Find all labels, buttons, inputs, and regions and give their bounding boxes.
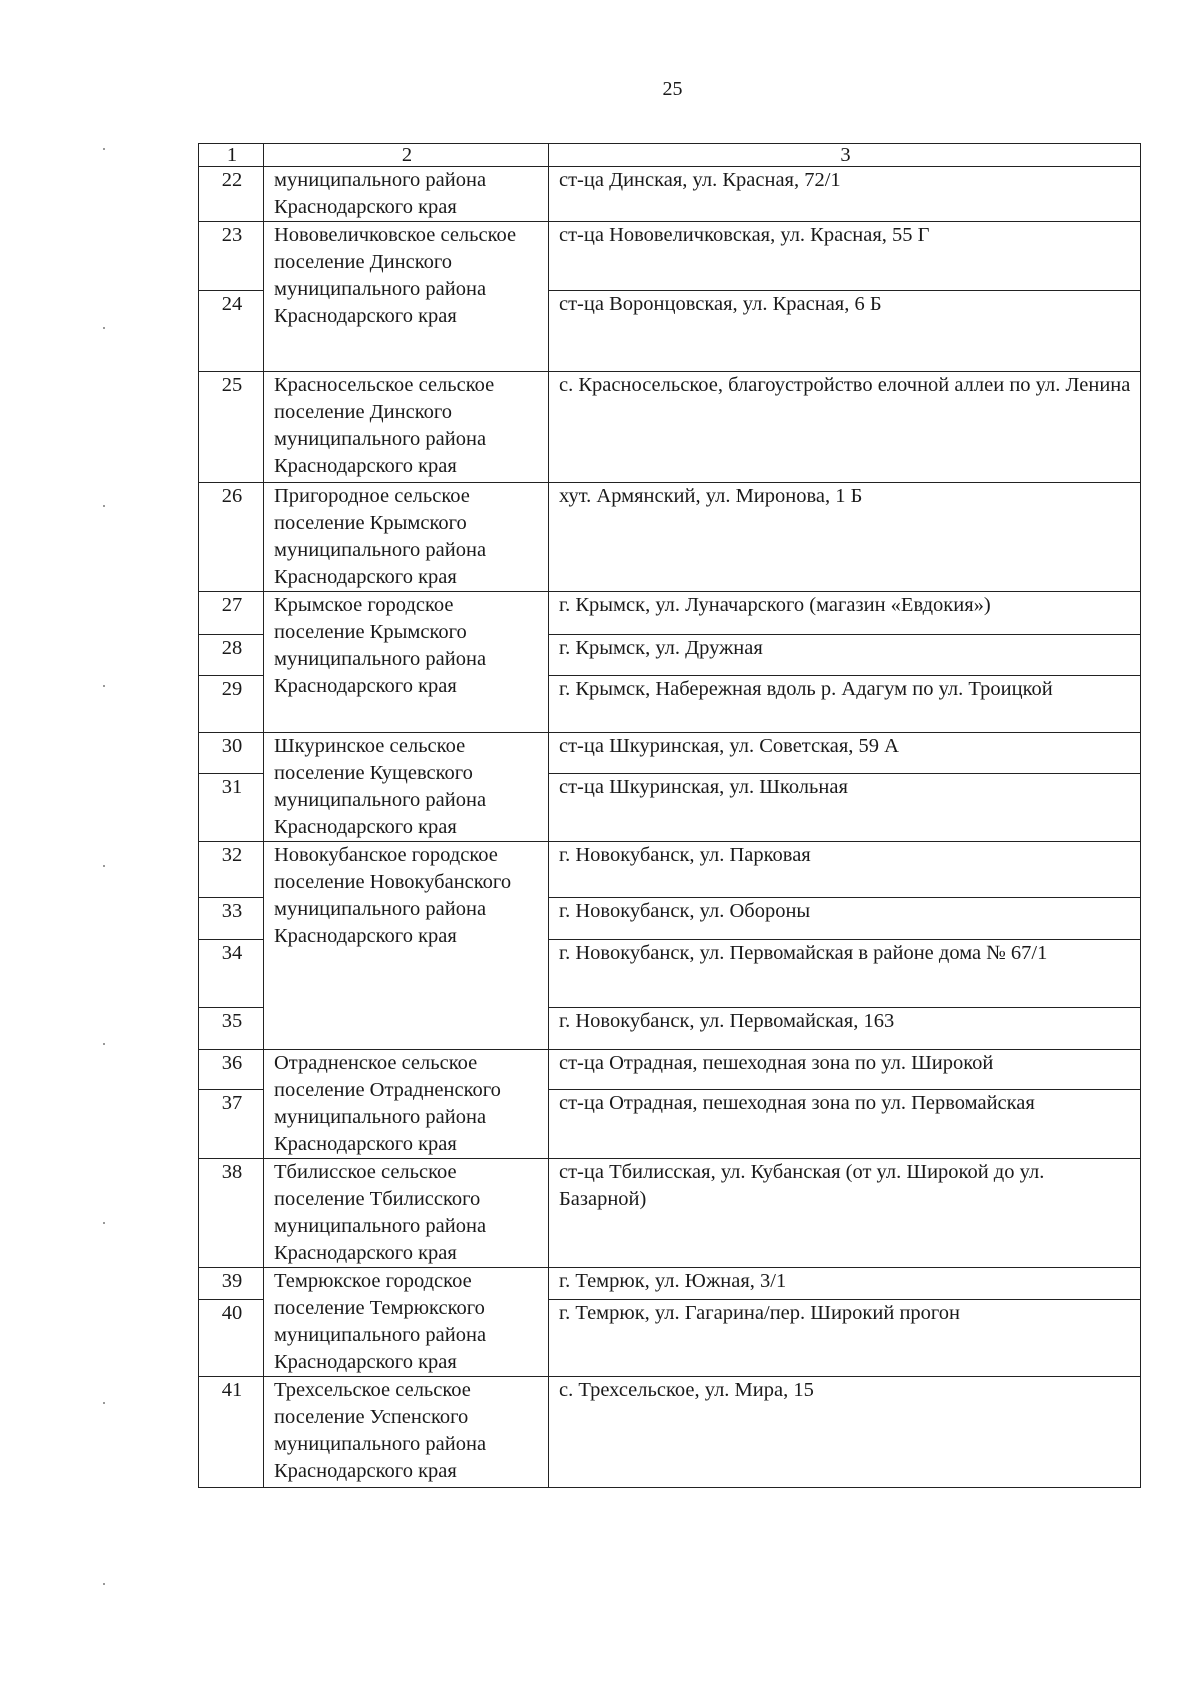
- address-cell: г. Крымск, ул. Дружная: [549, 635, 1141, 676]
- row-number: 33: [199, 898, 264, 940]
- table-row: [199, 222, 1141, 291]
- address-cell: ст-ца Динская, ул. Красная, 72/1: [549, 167, 1141, 222]
- address-cell: г. Темрюк, ул. Южная, 3/1: [549, 1268, 1141, 1300]
- margin-mark: [103, 865, 105, 867]
- address-cell: ст-ца Нововеличковская, ул. Красная, 55 Г: [549, 222, 1141, 291]
- table-row: [199, 842, 1141, 898]
- table-row: [199, 167, 1141, 222]
- header-cell-address: 3: [549, 144, 1141, 167]
- table-row: [199, 372, 1141, 483]
- row-number: 39: [199, 1268, 264, 1300]
- row-number: 26: [199, 483, 264, 592]
- header-cell-number: 1: [199, 144, 264, 167]
- municipality-cell: Отрадненское сельское поселение Отрадненского муниципального района Краснодарского края: [264, 1050, 549, 1159]
- row-number: 37: [199, 1090, 264, 1159]
- municipality-cell: Красносельское сельское поселение Динского муниципального района Краснодарского края: [264, 372, 549, 483]
- municipality-cell: Новокубанское городское поселение Новокубанского муниципального района Краснодарского края: [264, 842, 549, 1050]
- address-cell: с. Трехсельское, ул. Мира, 15: [549, 1377, 1141, 1488]
- municipality-cell: Темрюкское городское поселение Темрюкского муниципального района Краснодарского края: [264, 1268, 549, 1377]
- address-cell: ст-ца Отрадная, пешеходная зона по ул. Первомайская: [549, 1090, 1141, 1159]
- address-cell: г. Новокубанск, ул. Парковая: [549, 842, 1141, 898]
- margin-mark: [103, 505, 105, 507]
- address-cell: г. Новокубанск, ул. Обороны: [549, 898, 1141, 940]
- margin-mark: [103, 1402, 105, 1404]
- row-number: 38: [199, 1159, 264, 1268]
- address-cell: ст-ца Шкуринская, ул. Советская, 59 А: [549, 733, 1141, 774]
- municipality-cell: муниципального района Краснодарского края: [264, 167, 549, 222]
- address-cell: г. Новокубанск, ул. Первомайская в районе дома № 67/1: [549, 940, 1141, 1008]
- row-number: 31: [199, 774, 264, 842]
- row-number: 22: [199, 167, 264, 222]
- municipality-cell: Тбилисское сельское поселение Тбилисского муниципального района Краснодарского края: [264, 1159, 549, 1268]
- municipality-cell: Крымское городское поселение Крымского муниципального района Краснодарского края: [264, 592, 549, 733]
- address-cell: г. Новокубанск, ул. Первомайская, 163: [549, 1008, 1141, 1050]
- table-row: [199, 592, 1141, 635]
- table-row: [199, 1159, 1141, 1268]
- row-number: 35: [199, 1008, 264, 1050]
- address-cell: г. Крымск, Набережная вдоль р. Адагум по ул. Троицкой: [549, 676, 1141, 733]
- row-number: 30: [199, 733, 264, 774]
- margin-mark: [103, 1583, 105, 1585]
- table-row: [199, 483, 1141, 592]
- margin-mark: [103, 327, 105, 329]
- row-number: 34: [199, 940, 264, 1008]
- row-number: 32: [199, 842, 264, 898]
- municipality-cell: Шкуринское сельское поселение Кущевского муниципального района Краснодарского края: [264, 733, 549, 842]
- row-number: 25: [199, 372, 264, 483]
- address-cell: ст-ца Тбилисская, ул. Кубанская (от ул. Широкой до ул. Базарной): [549, 1159, 1141, 1268]
- page-number: 25: [662, 78, 683, 100]
- row-number: 36: [199, 1050, 264, 1090]
- row-number: 41: [199, 1377, 264, 1488]
- margin-mark: [103, 148, 105, 150]
- margin-mark: [103, 1222, 105, 1224]
- address-cell: г. Крымск, ул. Луначарского (магазин «Евдокия»): [549, 592, 1141, 635]
- municipality-cell: Пригородное сельское поселение Крымского муниципального района Краснодарского края: [264, 483, 549, 592]
- row-number: 28: [199, 635, 264, 676]
- address-cell: ст-ца Отрадная, пешеходная зона по ул. Широкой: [549, 1050, 1141, 1090]
- row-number: 27: [199, 592, 264, 635]
- address-cell: с. Красносельское, благоустройство елочной аллеи по ул. Ленина: [549, 372, 1141, 483]
- margin-mark: [103, 1043, 105, 1045]
- municipal-table: [198, 143, 1141, 1488]
- address-cell: ст-ца Воронцовская, ул. Красная, 6 Б: [549, 291, 1141, 372]
- table-row: [199, 733, 1141, 774]
- row-number: 29: [199, 676, 264, 733]
- table-row: [199, 1377, 1141, 1488]
- municipality-cell: Нововеличковское сельское поселение Динского муниципального района Краснодарского края: [264, 222, 549, 372]
- margin-mark: [103, 685, 105, 687]
- header-cell-municipality: 2: [264, 144, 549, 167]
- header-row: [199, 144, 1141, 167]
- table-row: [199, 1268, 1141, 1300]
- address-cell: г. Темрюк, ул. Гагарина/пер. Широкий прогон: [549, 1300, 1141, 1377]
- row-number: 24: [199, 291, 264, 372]
- row-number: 40: [199, 1300, 264, 1377]
- municipality-cell: Трехсельское сельское поселение Успенского муниципального района Краснодарского края: [264, 1377, 549, 1488]
- address-cell: хут. Армянский, ул. Миронова, 1 Б: [549, 483, 1141, 592]
- address-cell: ст-ца Шкуринская, ул. Школьная: [549, 774, 1141, 842]
- row-number: 23: [199, 222, 264, 291]
- table-row: [199, 1050, 1141, 1090]
